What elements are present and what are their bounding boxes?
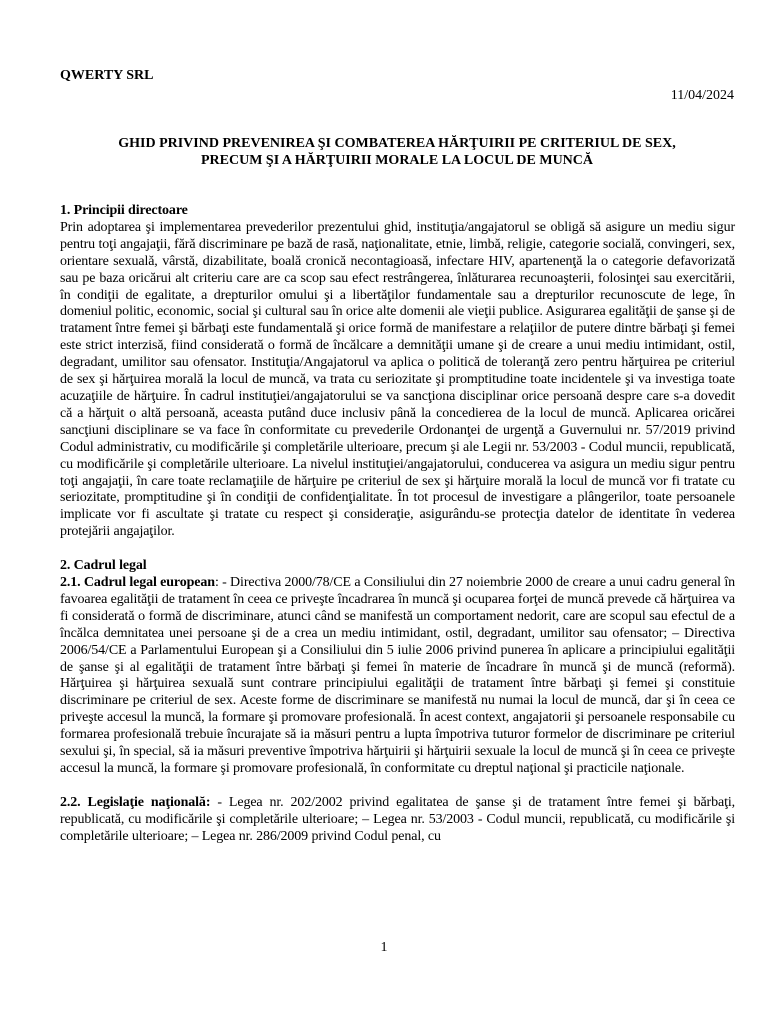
section-2-2-label: 2.2. Legislaţie naţională: <box>60 794 211 810</box>
paragraph-spacer <box>60 778 735 795</box>
section-2-1-label: 2.1. Cadrul legal european <box>60 575 215 591</box>
document-body <box>60 203 735 846</box>
section-2-1-paragraph <box>60 575 735 778</box>
document-title-line-1: GHID PRIVIND PREVENIREA ŞI COMBATEREA HĂRŢUIRII PE CRITERIUL DE SEX, <box>118 136 676 151</box>
section-2-2-text: - Legea nr. 202/2002 privind egalitatea de şanse şi de tratament între femei şi bărbaţi, republicată, cu modificările şi completările ulterioare; – Legea nr. 53/2003 - Codul muncii, republicată, cu modificările şi completările ulterioare; – Legea nr. 286/2009 privind Codul penal, cu <box>60 794 735 844</box>
page-number: 1 <box>380 940 388 955</box>
document-date: 11/04/2024 <box>670 88 734 103</box>
document-title-line-2: PRECUM ŞI A HĂRŢUIRII MORALE LA LOCUL DE MUNCĂ <box>200 152 594 168</box>
section-1-paragraph: Prin adoptarea şi implementarea prevederilor prezentului ghid, instituţia/angajatorul se obligă să asigure un mediu sigur pentru toţi angajaţii, fără discriminare pe bază de rasă, naţionalitate, etnie, limbă, religie, categorie socială, convingeri, sex, orientare sexuală, vârstă, dizabilitate, boală cronică necontagioasă, infectare HIV, apartenenţă la o categorie defavorizată sau pe baza oricărui alt criteriu care are ca scop sau efect restrângerea, înlăturarea recunoaşterii, folosinţei sau exercitării, în condiţii de egalitate, a drepturilor omului şi a libertăţilor fundamentale sau a drepturilor recunoscute de lege, în domeniul politic, economic, social şi cultural sau în orice alte domenii ale vieţii publice. Asigurarea egalităţii de şanse şi de tratament între femei şi bărbaţi este fundamentală şi orice formă de manifestare a relaţiilor de putere dintre bărbaţi şi femei este strict interzisă, fiind considerată o formă de încălcare a demnităţii umane şi de creare a unui mediu intimidant, ostil, degradant, umilitor sau ofensator. Instituţia/Angajatorul va aplica o politică de toleranţă zero pentru hărţuirea pe criteriul de sex şi hărţuirea morală la locul de muncă, va trata cu seriozitate şi promptitudine toate incidentele şi va investiga toate acuzaţiile de hărţuire. În cadrul instituţiei/angajatorului se va sancţiona disciplinar orice persoană despre care s-a dovedit că a hărţuit o altă persoană, aceasta putând duce inclusiv până la concedierea de la locul de muncă. Aplicarea oricărei sancţiuni disciplinare se va face în conformitate cu prevederile Ordonanţei de urgenţă a Guvernului nr. 57/2019 privind Codul administrativ, cu modificările şi completările ulterioare, precum şi ale Legii nr. 53/2003 - Codul muncii, republicată, cu modificările şi completările ulterioare. La nivelul instituţiei/angajatorului, conducerea va asigura un mediu sigur pentru toţi angajaţii, în care toate reclamaţiile de hărţuire pe criteriul de sex şi hărţuire morală la locul de muncă vor fi tratate cu seriozitate, promptitudine şi în condiţii de confidenţialitate. În tot procesul de investigare a plângerilor, toate persoanele implicate vor fi ascultate şi tratate cu respect şi consideraţie, asigurându-se protecţia datelor de identitate în vederea protejării angajaţilor. <box>60 219 735 540</box>
document-title <box>60 136 734 169</box>
paragraph-spacer <box>60 541 735 558</box>
section-2-1-text: : - Directiva 2000/78/CE a Consiliului din 27 noiembrie 2000 de creare a unui cadru general în favoarea egalităţii de tratament în ceea ce priveşte încadrarea în muncă şi ocuparea forţei de muncă prevede că hărţuirea va fi considerată o formă de discriminare, atunci când se manifestă un comportament nedorit, care are scopul sau efectul de a încălca demnitatea unei persoane şi de a crea un mediu intimidant, ostil, degradant, umilitor sau ofensator; – Directiva 2006/54/CE a Parlamentului European şi a Consiliului din 5 iulie 2006 privind punerea în aplicare a principiului egalităţii de şanse şi al egalităţii de tratament între bărbaţi şi femei în materie de încadrare în muncă şi de muncă (reformă). Hărţuirea şi hărţuirea sexuală sunt contrare principiului egalităţii de tratament între bărbaţi şi femei şi constituie discriminare pe criteriul de sex. Aceste forme de discriminare se manifestă nu numai la locul de muncă, dar şi în ceea ce priveşte accesul la muncă, la formare şi promovare profesională. În acest context, angajatorii şi persoanele responsabile cu formarea profesională trebuie încurajate să ia măsuri pentru a lupta împotriva tuturor formelor de discriminare pe criteriul sexului şi, în special, să ia măsuri preventive împotriva hărţuirii şi hărţuirii sexuale la locul de muncă şi în ceea ce priveşte accesul la muncă, la formare şi promovare profesională, în conformitate cu dreptul naţional şi practicile naţionale. <box>60 575 735 776</box>
section-2-2-paragraph <box>60 795 735 846</box>
section-2-heading: 2. Cadrul legal <box>60 558 147 574</box>
section-1-heading: 1. Principii directoare <box>60 203 188 218</box>
company-name: QWERTY SRL <box>60 68 154 83</box>
